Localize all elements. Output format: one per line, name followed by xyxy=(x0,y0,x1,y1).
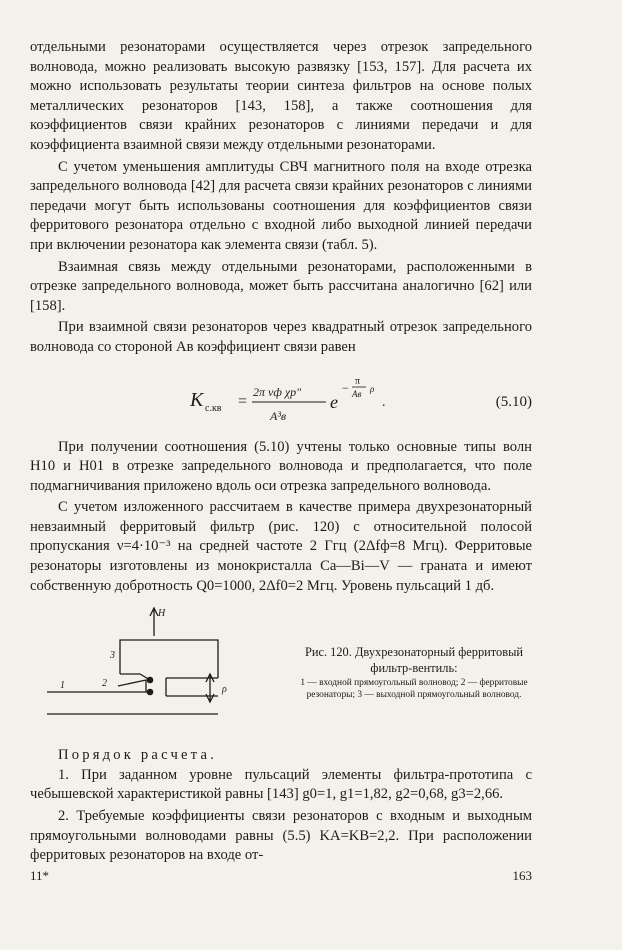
paragraph-6: С учетом изложенного рассчитаем в качестве примера двухрезонаторный невзаимный ферритовый фильтр (рис. 120) с относительной полосой пропускания ν=4·10⁻³ на средней частоте 2 Ггц (2Δfф=8 Мгц). Ферритовые резонаторы изготовлены из монокристалла Ca—Bi—V — граната и имеют собственную добротность Q0=1000, 2Δf0=2 Мгц. Уровень пульсаций 1 дб. xyxy=(30,499,532,594)
paragraph-7: 1. При заданном уровне пульсаций элементы фильтра-прототипа с чебышевской характеристикой равны [143] g0=1, g1=1,82, g2=0,68, g3=2,66. xyxy=(30,766,532,803)
label-h: H xyxy=(158,608,166,620)
figure-drawing xyxy=(30,606,290,746)
paragraph-8: 2. Требуемые коэффициенты связи резонаторов с входным и выходным прямоугольными волноводами равны (5.5) KA=KB=2,2. При расположении ферритовых резонаторов на входе от- xyxy=(30,808,532,864)
formula-equals: = xyxy=(238,392,248,410)
paragraph-3: Взаимная связь между отдельными резонаторами, расположенными в отрезке запредельного волновода, может быть рассчитана аналогично [62] или [158]. xyxy=(30,258,532,314)
paragraph-5: При получении соотношения (5.10) учтены только основные типы волн H10 и H01 в отрезке запредельного волновода и предполагается, что поле подмагничивания приложено вдоль оси отрезка запредельного волновода. xyxy=(30,438,532,494)
figure-120 xyxy=(30,606,532,746)
formula-exp-minus: − xyxy=(342,380,349,395)
figure-caption-title: Рис. 120. Двухрезонаторный ферритовый фильтр-вентиль: xyxy=(304,645,524,676)
page-number: 163 xyxy=(512,868,532,883)
paragraph-1: отдельными резонаторами осуществляется через отрезок запредельного волновода, можно реализовать высокую развязку [153, 157]. Для расчета их можно использовать результаты теории синтеза фильтров на основе полых металлических резонаторов [143, 158], а также соотношения для коэффициентов связи крайних резонаторов с линиями передачи и для коэффициента взаимной связи между отдельными резонаторами. xyxy=(30,39,532,153)
formula-exp-num: π xyxy=(355,375,361,387)
formula-5-10 xyxy=(30,362,532,428)
label-1: 1 xyxy=(60,680,65,692)
figure-caption xyxy=(298,644,530,701)
formula-exp-tail: ρ xyxy=(370,383,375,394)
section-heading: Порядок расчета. xyxy=(58,747,217,764)
paragraph-2: С учетом уменьшения амплитуды СВЧ магнитного поля на входе отрезка запредельного волновода [42] для расчета связи крайних резонаторов с линиями передачи могут быть использованы соотношения для коэффициентов связи ферритового резонатора отдельно с входной либо выходной линией передачи при включении резонатора как элемента связи (табл. 5). xyxy=(30,158,532,253)
ferrite-resonator-1 xyxy=(147,677,154,684)
formula-exp-den: Aв xyxy=(352,388,362,399)
resonator-taper xyxy=(118,680,146,692)
page-body xyxy=(30,38,532,866)
waveguide-link-upper xyxy=(120,674,150,680)
formula-graphic xyxy=(30,362,532,428)
formula-lhs-sub: с.кв xyxy=(205,402,222,414)
label-2: 2 xyxy=(102,678,107,690)
formula-exp-base: e xyxy=(330,391,338,412)
formula-number: (5.10) xyxy=(495,393,532,410)
formula-numerator: 2π vф χp″ xyxy=(253,384,302,399)
formula-lhs: K xyxy=(190,388,204,411)
figure-caption-legend: 1 — входной прямоугольный волновод; 2 — ферритовые резонаторы; 3 — выходной прямоугольный волновод. xyxy=(300,678,528,700)
sheet-signature: 11* xyxy=(30,868,50,883)
output-waveguide-top xyxy=(120,640,218,678)
label-rho: ρ xyxy=(222,684,227,696)
page-footer xyxy=(30,868,532,888)
formula-period: . xyxy=(382,394,386,410)
formula-denominator: A³в xyxy=(270,408,287,423)
label-3: 3 xyxy=(110,650,115,662)
paragraph-4: При взаимной связи резонаторов через квадратный отрезок запредельного волновода со стороной Aв коэффициент связи равен xyxy=(30,319,532,355)
ferrite-resonator-2 xyxy=(147,689,154,696)
